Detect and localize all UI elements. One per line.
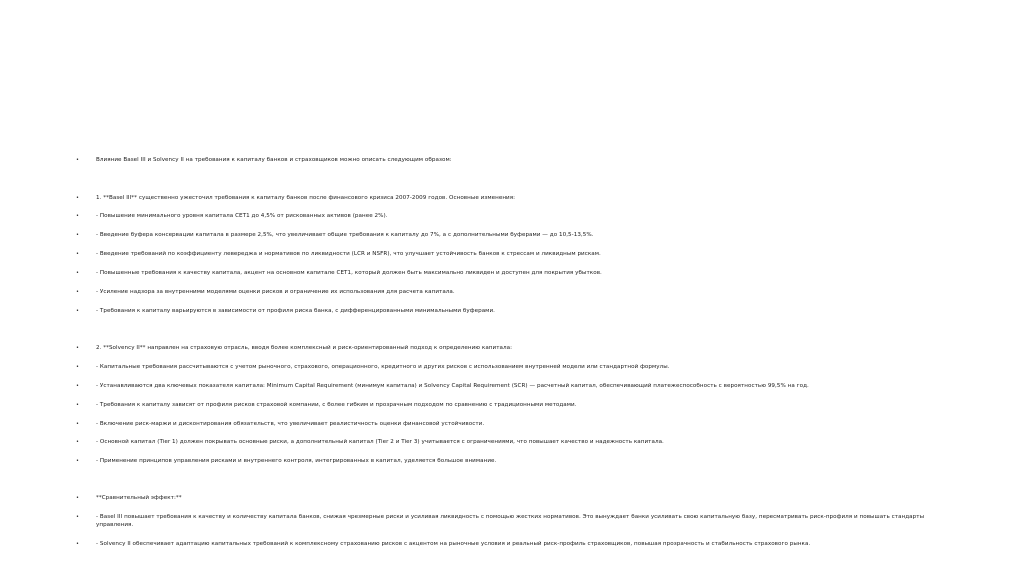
bullet-marker: • <box>76 232 79 238</box>
list-item-text: - Капитальные требования рассчитываются с учетом рыночного, страхового, операционного, кредитного и других рисков с использованием внутренней модели или стандартной формулы. <box>96 364 670 370</box>
bullet-marker: • <box>76 213 79 219</box>
bullet-marker: • <box>76 251 79 257</box>
bullet-marker: • <box>76 157 79 163</box>
list-item-text: **Сравнительный эффект:** <box>96 495 182 501</box>
list-item-text: - Усиление надзора за внутренними моделями оценки рисков и ограничение их использования для расчета капитала. <box>96 289 455 295</box>
list-item-text: - Устанавливаются два ключевых показателя капитала: Minimum Capital Requirement (минимум капитала) и Solvency Capital Requirement (SCR) — расчетный капитал, обеспечивающий платежеспособность с вероятностью 99,5% на год. <box>96 383 809 389</box>
list-item-text: Влияние Basel III и Solvency II на требования к капиталу банков и страховщиков можно описать следующим образом: <box>96 157 452 163</box>
list-item-text: - Повышенные требования к качеству капитала, акцент на основном капитале CET1, который должен быть максимально ликвиден и доступен для покрытия убытков. <box>96 270 602 276</box>
bullet-marker: • <box>76 364 79 370</box>
bullet-marker: • <box>76 495 79 501</box>
bullet-marker: • <box>76 195 79 201</box>
list-item-text: - Введение буфера консервации капитала в размере 2,5%, что увеличивает общие требования к капиталу до 7%, а с дополнительными буферами — до 10,5-13,5%. <box>96 232 594 238</box>
list-item-text: - Повышение минимального уровня капитала CET1 до 4,5% от рискованных активов (ранее 2%). <box>96 213 388 219</box>
list-item-text: 1. **Basel III** существенно ужесточил требования к капиталу банков после финансового кризиса 2007-2009 годов. Основные изменения: <box>96 195 516 201</box>
bullet-marker: • <box>76 541 79 547</box>
list-item-text: - Основной капитал (Tier 1) должен покрывать основные риски, а дополнительный капитал (Tier 2 и Tier 3) учитывается с ограничениями, что повышает качество и надежность капитала. <box>96 439 664 445</box>
bullet-marker: • <box>76 439 79 445</box>
list-item-text: - Применение принципов управления рисками и внутреннего контроля, интегрированных в капитал, уделяется большое внимание. <box>96 458 497 464</box>
bullet-marker: • <box>76 270 79 276</box>
bullet-list <box>76 0 956 574</box>
bullet-marker: • <box>76 514 79 520</box>
list-item-text: - Solvency II обеспечивает адаптацию капитальных требований к комплексному страхованию рисков с акцентом на рыночные условия и реальный риск-профиль страховщиков, повышая прозрачность и стабильность страхового рынка. <box>96 541 811 547</box>
bullet-marker: • <box>76 421 79 427</box>
list-item-text: 2. **Solvency II** направлен на страховую отрасль, вводя более комплексный и риск-ориентированный подход к определению капитала: <box>96 345 513 351</box>
bullet-marker: • <box>76 458 79 464</box>
list-item-text: - Требования к капиталу варьируются в зависимости от профиля риска банка, с дифференцированными минимальными буферами. <box>96 308 495 314</box>
bullet-marker: • <box>76 289 79 295</box>
list-item-text: - Basel III повышает требования к качеству и количеству капитала банков, снижая чрезмерные риски и усиливая ликвидность с помощью жестких нормативов. Это вынуждает банки усиливать свою капитальную базу, пересматривать риск-профиля и повышать стандарты управления. <box>96 514 925 528</box>
list-item-text: - Введение требований по коэффициенту левереджа и нормативов по ликвидности (LCR и NSFR), что улучшает устойчивость банков к стрессам и ликвидным рискам. <box>96 251 601 257</box>
bullet-marker: • <box>76 345 79 351</box>
bullet-marker: • <box>76 383 79 389</box>
bullet-marker: • <box>76 402 79 408</box>
list-item-text: - Требования к капиталу зависят от профиля рисков страховой компании, с более гибким и прозрачным подходом по сравнению с традиционными методами. <box>96 402 577 408</box>
list-item-text: - Включение риск-маржи и дисконтирования обязательств, что увеличивает реалистичность оценки финансовой устойчивости. <box>96 421 485 427</box>
bullet-marker: • <box>76 308 79 314</box>
